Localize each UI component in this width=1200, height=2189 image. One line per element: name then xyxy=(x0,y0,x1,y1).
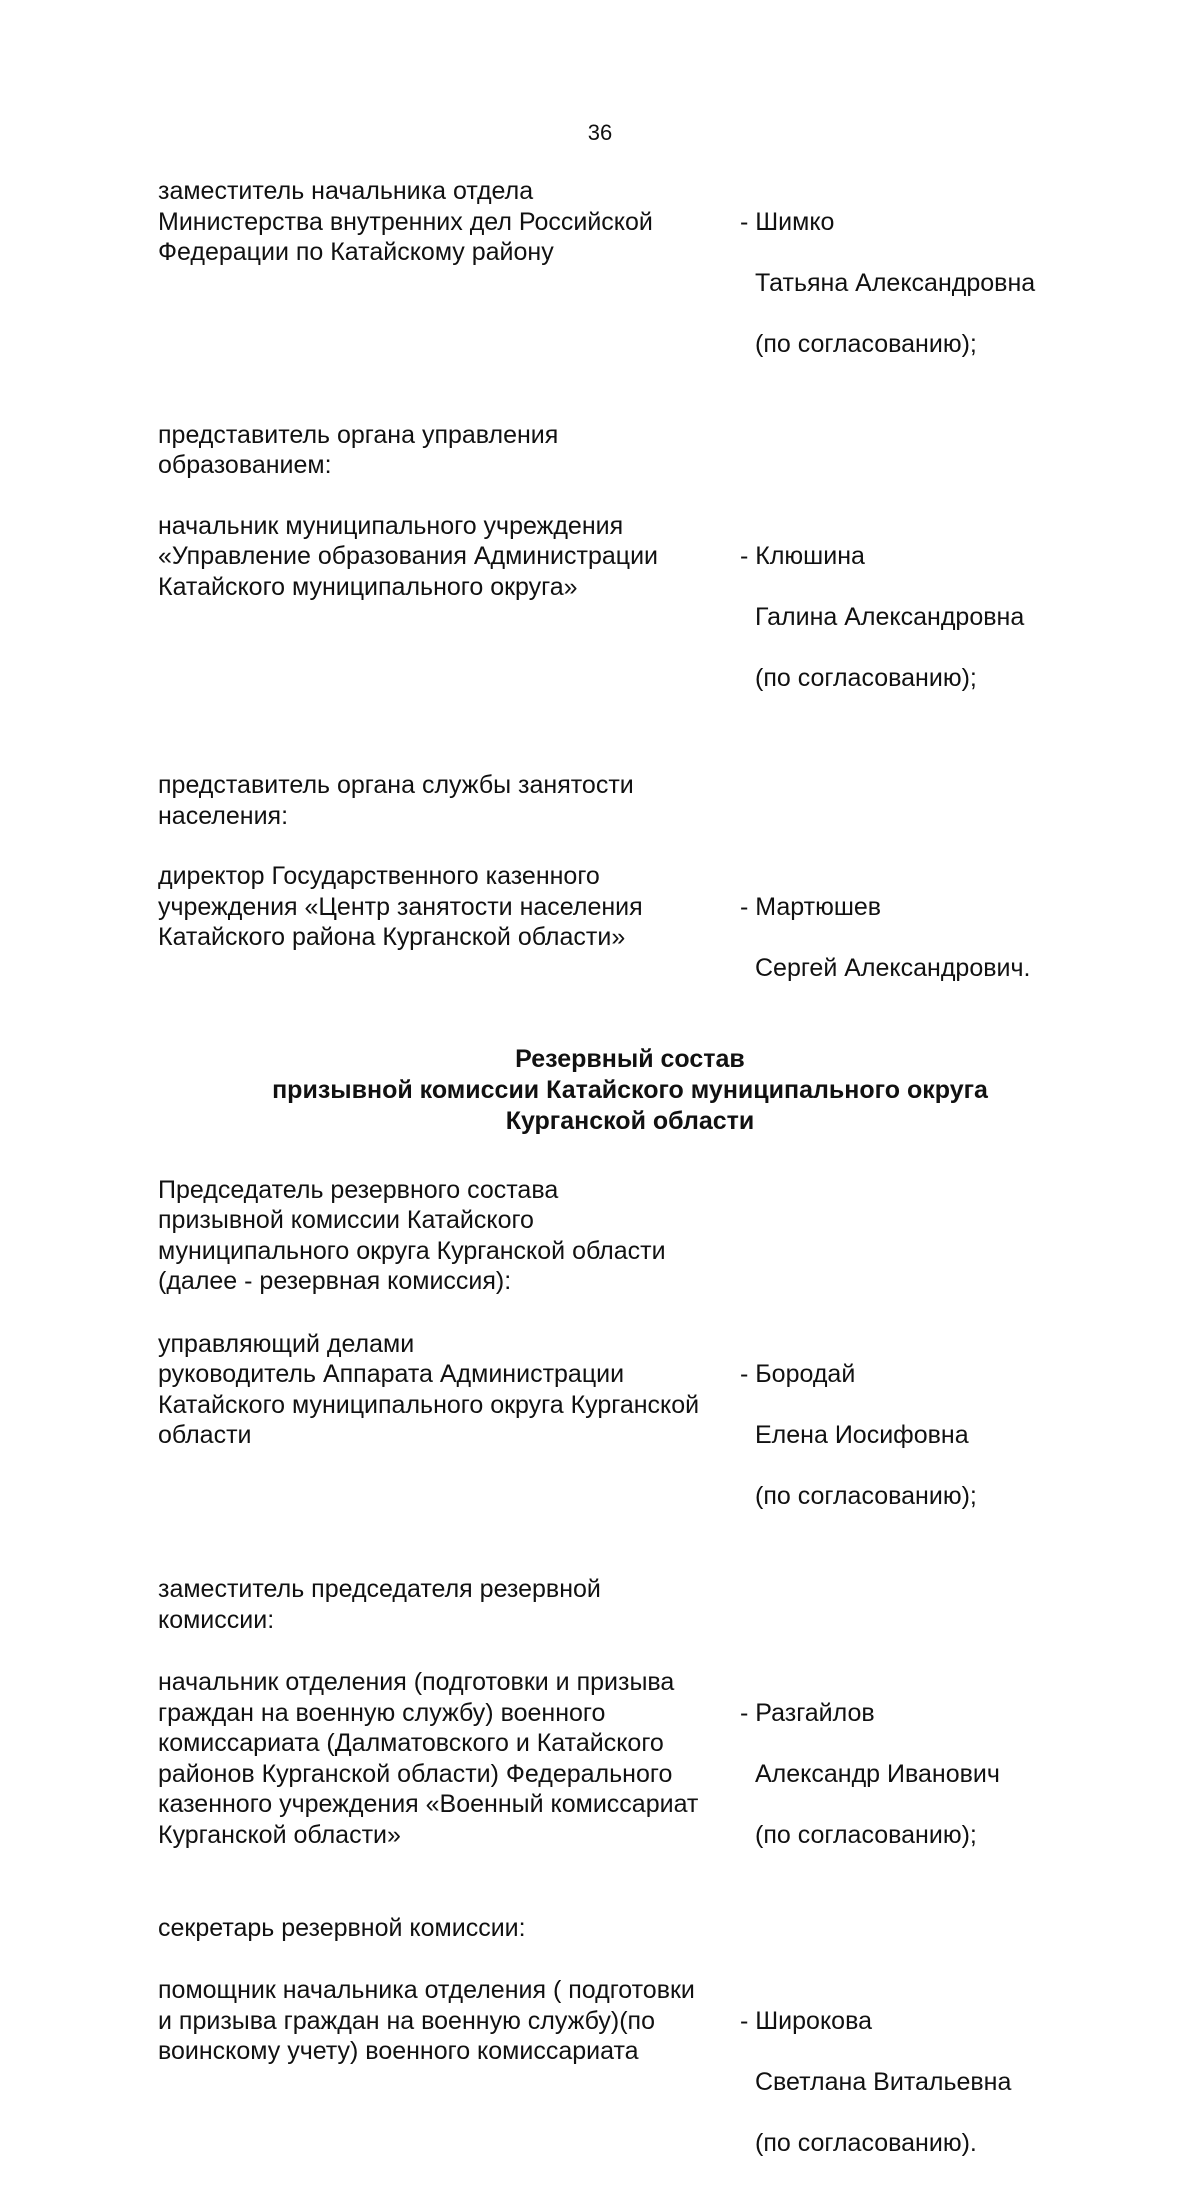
section-label xyxy=(158,770,778,831)
text-line: образованием: xyxy=(158,451,332,479)
member-entry xyxy=(158,511,1058,725)
text-line: призывной комиссии Катайского xyxy=(158,1206,534,1234)
text-line: заместитель председателя резервной xyxy=(158,1575,601,1603)
reserve-heading xyxy=(270,1044,990,1137)
text-line: заместитель начальника отдела xyxy=(158,177,534,205)
member-position xyxy=(158,1975,728,2189)
member-name xyxy=(728,1329,977,1543)
text-line: руководитель Аппарата Администрации xyxy=(158,1360,625,1388)
text-line: (по согласованию); xyxy=(755,1820,977,1849)
text-line: казенного учреждения «Военный комиссариат xyxy=(158,1790,699,1818)
text-line: помощник начальника отделения ( подготовки xyxy=(158,1976,695,2004)
member-name xyxy=(728,511,1024,725)
text-line: - Бородай xyxy=(740,1360,856,1388)
text-line: начальник муниципального учреждения xyxy=(158,511,624,540)
text-line: - Мартюшев xyxy=(740,892,882,921)
member-position xyxy=(158,176,728,390)
text-line: «Управление образования Администрации xyxy=(158,542,659,570)
text-line: комиссариата (Далматовского и Катайского xyxy=(158,1729,664,1757)
text-line: Елена Иосифовна xyxy=(755,1421,969,1449)
member-position xyxy=(158,511,728,725)
member-name xyxy=(728,861,1030,1014)
text-line: - Шимко xyxy=(740,207,835,236)
text-line: Катайского муниципального округа» xyxy=(158,572,578,601)
text-line: Председатель резервного состава xyxy=(158,1175,559,1204)
member-entry xyxy=(158,1975,1058,2189)
text-line: Федерации по Катайскому району xyxy=(158,238,554,266)
member-name xyxy=(728,176,1035,390)
text-line: - Широкова xyxy=(740,2006,872,2035)
text-line: (по согласованию); xyxy=(755,329,977,358)
member-entry xyxy=(158,176,1058,390)
text-line: учреждения «Центр занятости населения xyxy=(158,892,643,921)
text-line: области xyxy=(158,1421,252,1449)
section-label xyxy=(158,1913,778,1944)
text-line: воинскому учету) военного комиссариата xyxy=(158,2037,639,2065)
section-label xyxy=(158,1175,778,1297)
member-name xyxy=(728,1975,1011,2189)
member-entry xyxy=(158,861,1058,1014)
heading-line: Курганской области xyxy=(505,1106,755,1135)
member-position xyxy=(158,861,728,1014)
member-position xyxy=(158,1667,728,1881)
text-line: Татьяна Александровна xyxy=(755,268,1036,297)
member-position xyxy=(158,1329,728,1543)
heading-line: Резервный состав xyxy=(515,1044,745,1073)
text-line: (по согласованию); xyxy=(755,664,977,692)
text-line: секретарь резервной комиссии: xyxy=(158,1913,526,1942)
member-entry xyxy=(158,1667,1058,1881)
text-line: (далее - резервная комиссия): xyxy=(158,1267,512,1295)
text-line: Сергей Александрович. xyxy=(755,953,1031,982)
text-line: (по согласованию); xyxy=(755,1482,977,1510)
text-line: Светлана Витальевна xyxy=(755,2067,1012,2096)
member-name xyxy=(728,1667,1000,1881)
text-line: Министерства внутренних дел Российской xyxy=(158,207,653,236)
document-body xyxy=(158,176,1058,2189)
page-number: 36 xyxy=(587,120,613,145)
text-line: Галина Александровна xyxy=(755,603,1025,631)
text-line: районов Курганской области) Федерального xyxy=(158,1759,673,1788)
member-entry xyxy=(158,1329,1058,1543)
text-line: граждан на военную службу) военного xyxy=(158,1698,606,1727)
section-label xyxy=(158,420,778,481)
text-line: - Клюшина xyxy=(740,542,865,570)
text-line: комиссии: xyxy=(158,1605,275,1634)
text-line: начальник отделения (подготовки и призыва xyxy=(158,1668,675,1696)
text-line: директор Государственного казенного xyxy=(158,862,600,890)
heading-line: призывной комиссии Катайского муниципального округа xyxy=(272,1075,988,1104)
text-line: населения: xyxy=(158,801,289,830)
text-line: Александр Иванович xyxy=(755,1759,1000,1788)
text-line: представитель органа управления xyxy=(158,420,559,449)
text-line: (по согласованию). xyxy=(755,2128,977,2157)
text-line: управляющий делами xyxy=(158,1329,415,1358)
text-line: Катайского муниципального округа Курганской xyxy=(158,1390,700,1419)
text-line: представитель органа службы занятости xyxy=(158,771,634,799)
text-line: Катайского района Курганской области» xyxy=(158,923,626,951)
text-line: и призыва граждан на военную службу)(по xyxy=(158,2006,655,2035)
section-label xyxy=(158,1574,778,1635)
text-line: Курганской области» xyxy=(158,1820,401,1849)
text-line: - Разгайлов xyxy=(740,1698,875,1727)
text-line: муниципального округа Курганской области xyxy=(158,1236,666,1265)
